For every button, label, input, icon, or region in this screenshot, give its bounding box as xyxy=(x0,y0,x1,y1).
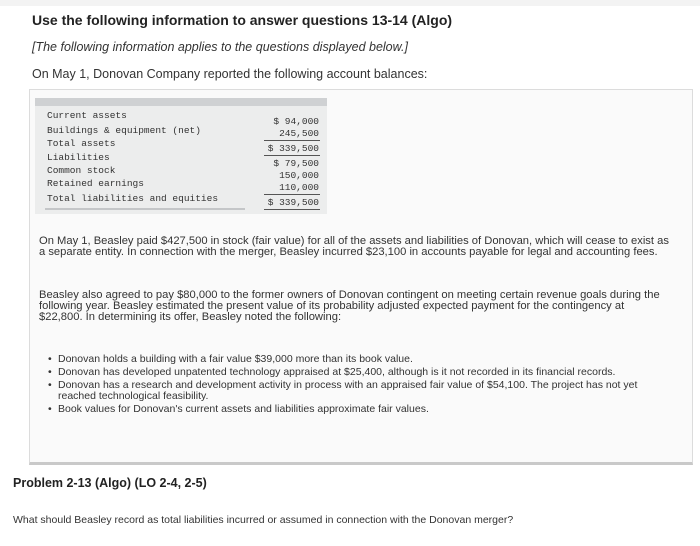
total-rule xyxy=(264,209,320,210)
question-text: What should Beasley record as total liabilities incurred or assumed in connection with the Donovan merger? xyxy=(13,514,514,526)
list-item: • Donovan has developed unpatented technology appraised at $25,400, although is it not recorded in its financial records. xyxy=(48,366,616,378)
row-label-liabilities: Liabilities xyxy=(47,152,110,163)
row-value-liabilities: $ 79,500 xyxy=(273,158,319,169)
account-balances-table xyxy=(35,98,327,214)
cropped-top-edge xyxy=(0,0,700,6)
list-item: • Donovan holds a building with a fair value $39,000 more than its book value. xyxy=(48,353,413,365)
row-value-total-liabilities-equities: $ 339,500 xyxy=(267,197,319,208)
total-assets-rule xyxy=(264,155,320,156)
list-item: • Book values for Donovan's current assets and liabilities approximate fair values. xyxy=(48,403,429,415)
section-title: Use the following information to answer questions 13-14 (Algo) xyxy=(32,12,453,28)
table-top-bar xyxy=(35,98,327,106)
list-item: • Donovan has a research and development activity in process with an appraised fair value of $54,100. The project has not yet reached technological feasibility. xyxy=(48,379,638,402)
row-value-retained-earnings: 110,000 xyxy=(279,182,319,193)
subtotal-rule-2 xyxy=(264,194,320,195)
row-label-buildings: Buildings & equipment (net) xyxy=(47,125,201,136)
bullet-list xyxy=(48,354,668,417)
intro-text: On May 1, Donovan Company reported the following account balances: xyxy=(32,67,428,81)
row-label-current-assets: Current assets xyxy=(47,110,127,121)
section-note: [The following information applies to the questions displayed below.] xyxy=(32,40,408,54)
row-label-total-liabilities-equities: Total liabilities and equities xyxy=(47,193,219,204)
problem-title: Problem 2-13 (Algo) (LO 2-4, 2-5) xyxy=(13,476,207,490)
paragraph-merger: On May 1, Beasley paid $427,500 in stock (fair value) for all of the assets and liabilities of Donovan, which will cease to exist as a separate entity. In connection with the merger, Beasley incurred $23,100 in accounts payable for legal and accounting fees. xyxy=(39,235,669,258)
row-value-buildings: 245,500 xyxy=(279,128,319,139)
table-bottom-line xyxy=(45,208,245,210)
subtotal-rule xyxy=(264,140,320,141)
row-label-total-assets: Total assets xyxy=(47,138,116,149)
row-label-common-stock: Common stock xyxy=(47,165,116,176)
paragraph-contingency: Beasley also agreed to pay $80,000 to the former owners of Donovan contingent on meeting certain revenue goals during the following year. Beasley estimated the present value of its probability adjusted expected payment for the contingency at $22,800. In determining its offer, Beasley noted the following: xyxy=(39,289,660,323)
row-value-current-assets: $ 94,000 xyxy=(273,116,319,127)
row-value-common-stock: 150,000 xyxy=(279,170,319,181)
row-label-retained-earnings: Retained earnings xyxy=(47,178,144,189)
row-value-total-assets: $ 339,500 xyxy=(267,143,319,154)
